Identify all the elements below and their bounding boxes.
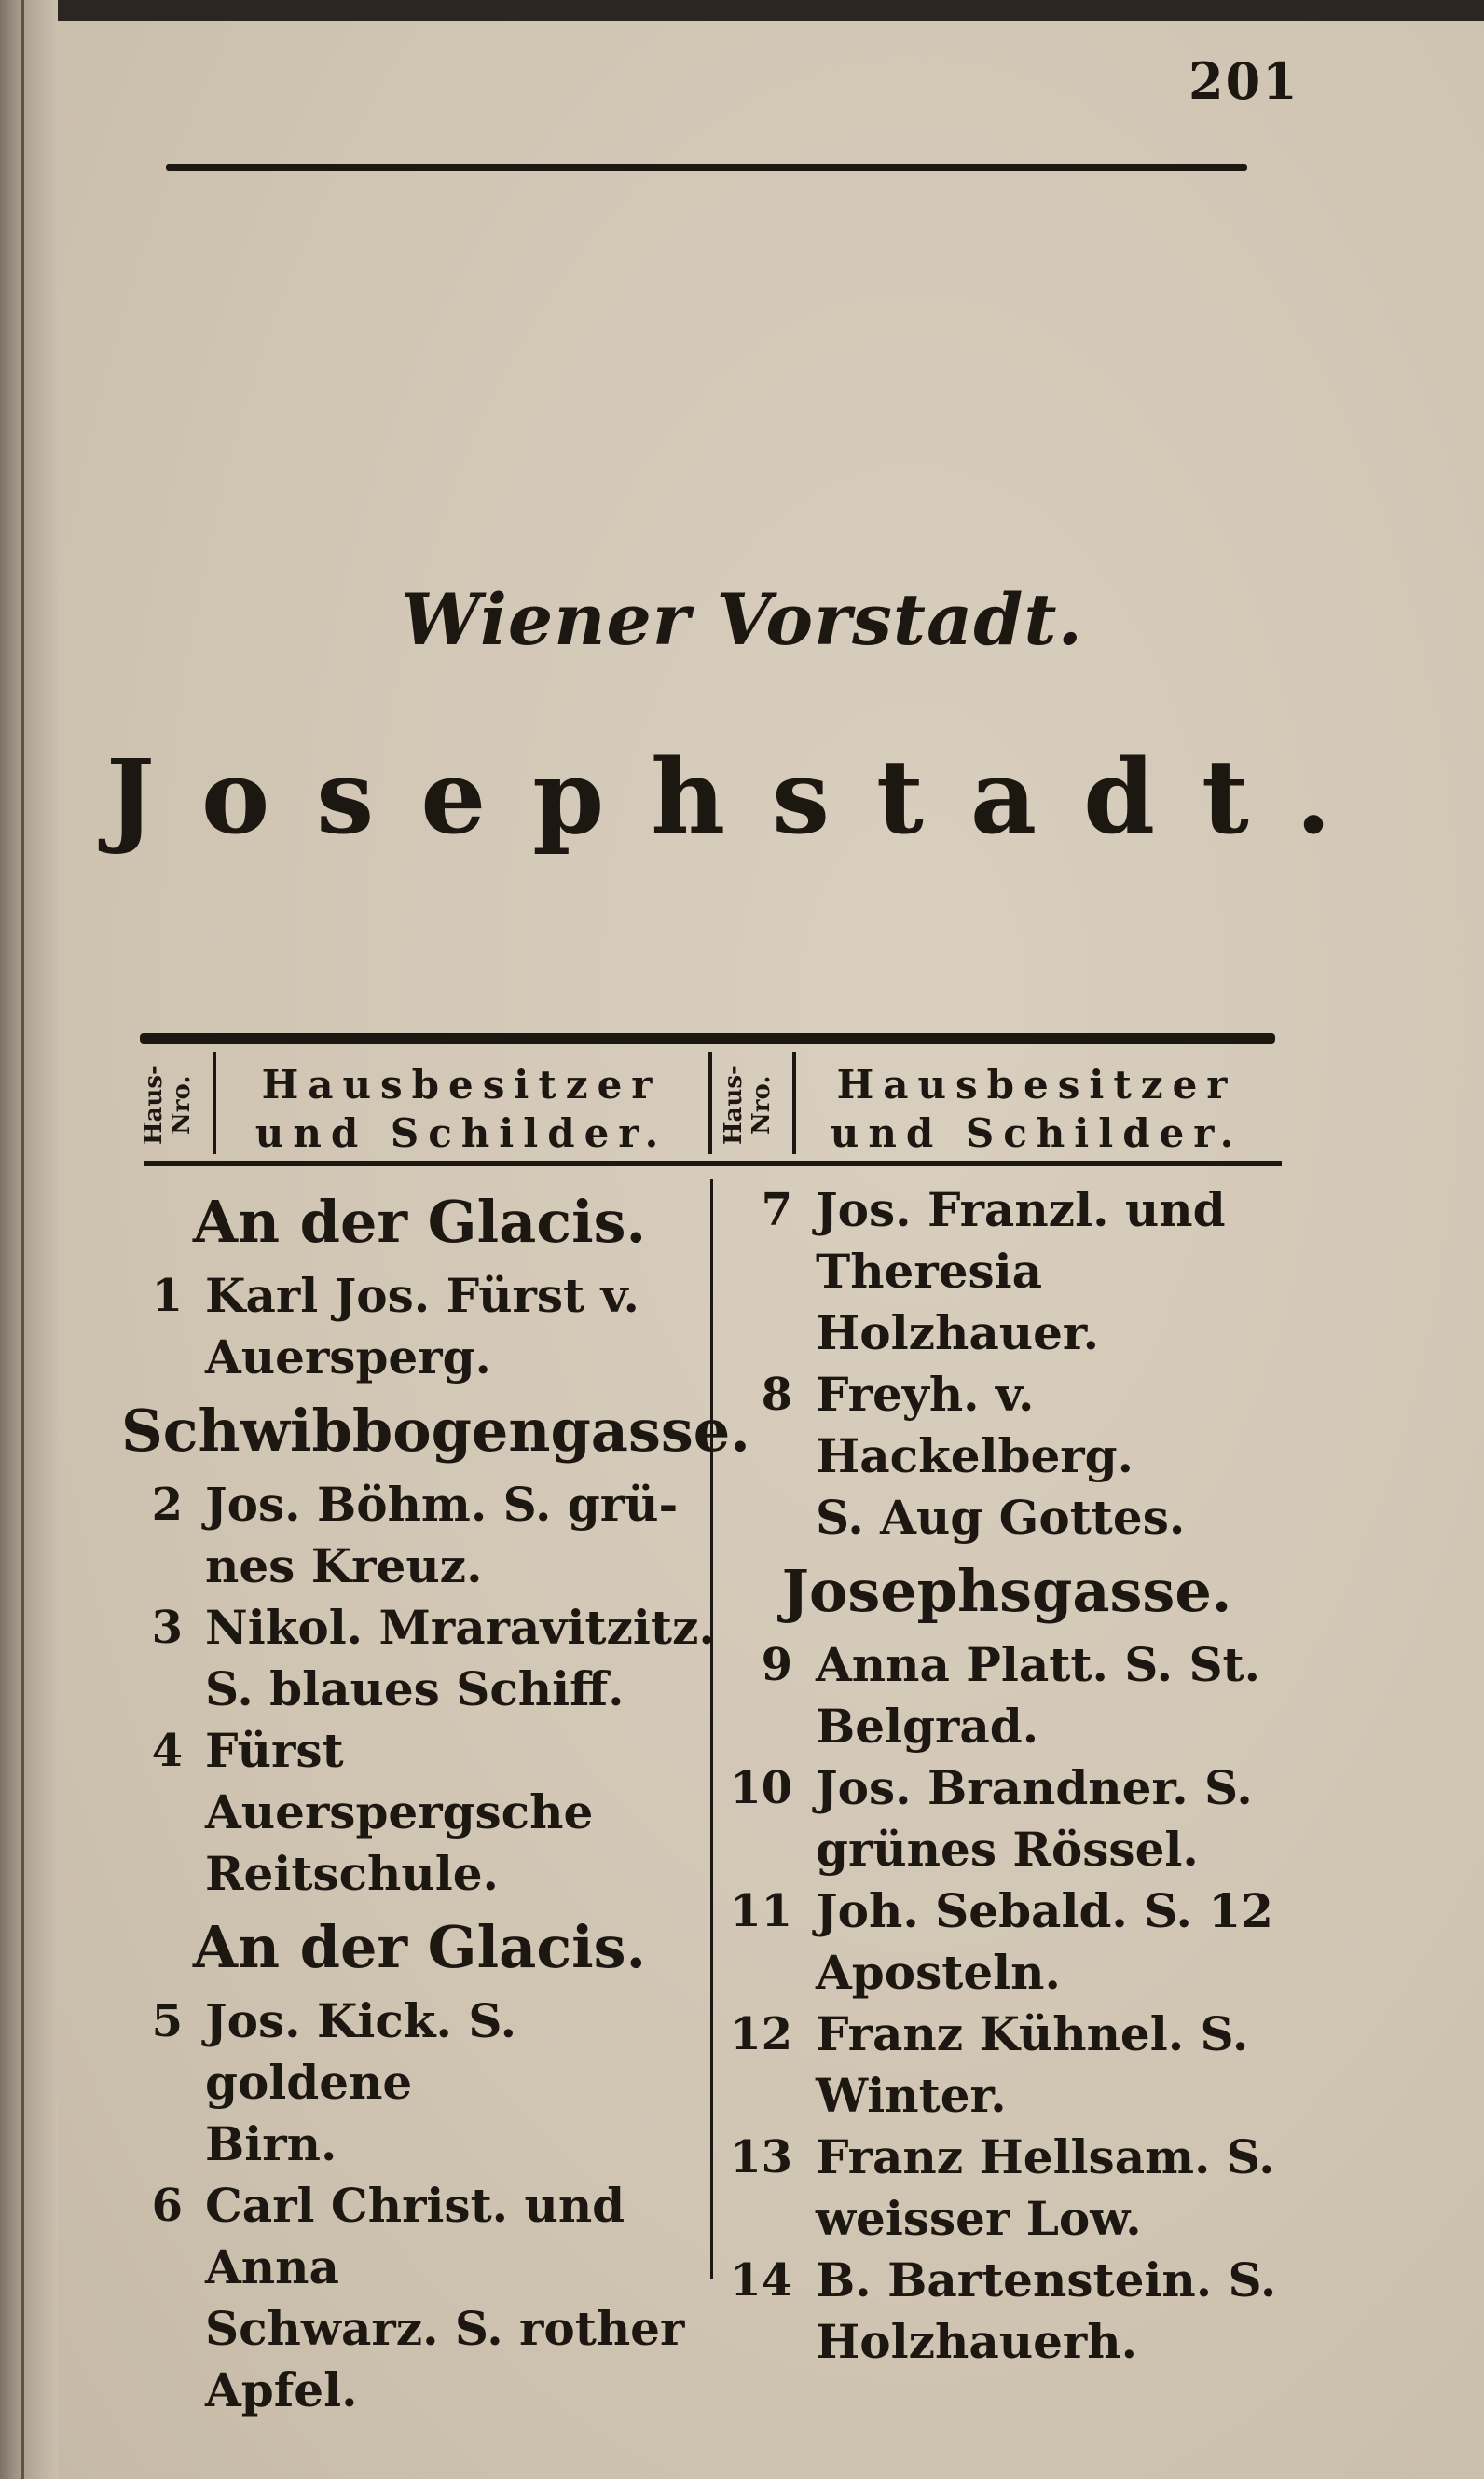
entry-line: Schwarz. S. rother [205, 2301, 685, 2356]
house-number: 4 [151, 1725, 183, 1777]
table-header-bottom-rule [144, 1161, 1282, 1166]
house-number: 8 [761, 1369, 792, 1421]
owners-header-line2: und Schilder. [254, 1110, 668, 1156]
owners-header-line1: Hausbesitzer [836, 1062, 1237, 1108]
book-top-edge [0, 0, 1484, 21]
section [121, 1179, 718, 1388]
list-item [718, 2127, 1296, 2250]
list-item [718, 2250, 1296, 2373]
house-number: 1 [151, 1270, 183, 1322]
entry-line: Franz Kühnel. S. [816, 2006, 1249, 2061]
list-item [718, 1757, 1296, 1880]
list-item [718, 1179, 1296, 1364]
entry-line: Carl Christ. und Anna [205, 2178, 625, 2294]
district-title: Wiener Vorstadt. [401, 578, 1083, 661]
house-number: 6 [151, 2180, 183, 2232]
list-item [718, 1880, 1296, 2004]
entry-line: Auersperg. [205, 1329, 491, 1384]
entry-line: Reitschule. [205, 1846, 499, 1901]
header-rule [166, 164, 1247, 171]
section [121, 1905, 718, 2421]
list-item [121, 1474, 718, 1597]
section [121, 1388, 750, 1905]
entry-line: Franz Hellsam. S. [816, 2129, 1275, 2184]
list-item [121, 1597, 718, 1720]
owners-header-left [224, 1061, 699, 1158]
table-header-top-rule [140, 1033, 1275, 1044]
entry-line: nes Kreuz. [205, 1538, 483, 1593]
header-divider [792, 1052, 796, 1154]
entry-line: Belgrad. [816, 1699, 1039, 1754]
entry-line: Jos. Brandner. S. [816, 1760, 1253, 1815]
section-title: Schwibbogengasse. [121, 1397, 750, 1465]
left-column [121, 1179, 750, 2421]
section [718, 1549, 1296, 2373]
entry-line: grünes Rössel. [816, 1822, 1199, 1877]
suburb-title: Josephstadt. [105, 737, 1379, 857]
house-number: 2 [151, 1479, 183, 1531]
house-number: 9 [761, 1639, 792, 1691]
header-divider [708, 1052, 712, 1154]
entry-line: Anna Platt. S. St. [816, 1637, 1261, 1692]
entry-line: S. Aug Gottes. [816, 1490, 1186, 1545]
house-number: 5 [151, 1995, 183, 2047]
entry-line: Aposteln. [816, 1945, 1061, 2000]
entry-line: weisser Low. [816, 2191, 1142, 2246]
section [718, 1179, 1296, 1549]
house-number: 10 [730, 1762, 792, 1814]
right-column [718, 1179, 1296, 2373]
house-number: 14 [730, 2254, 792, 2307]
house-number: 11 [730, 1885, 792, 1937]
house-number: 12 [730, 2008, 792, 2060]
list-item [121, 2175, 718, 2421]
list-item [121, 1990, 718, 2175]
entry-line: B. Bartenstein. S. [816, 2252, 1277, 2307]
entry-line: Karl Jos. Fürst v. [205, 1268, 639, 1323]
list-item [718, 1364, 1296, 1549]
house-number-header-left: Haus-Nro. [140, 1065, 196, 1145]
entry-line: Freyh. v. Hackelberg. [816, 1367, 1134, 1483]
header-divider [213, 1052, 216, 1154]
list-item [121, 1720, 718, 1905]
list-item [121, 1265, 718, 1388]
owners-header-line2: und Schilder. [830, 1110, 1244, 1156]
entry-line: Jos. Franzl. und [816, 1182, 1226, 1237]
entry-line: Holzhauerh. [816, 2314, 1137, 2369]
owners-header-line1: Hausbesitzer [261, 1062, 662, 1108]
house-number: 13 [730, 2131, 792, 2183]
entry-line: Birn. [205, 2116, 337, 2171]
entry-line: S. blaues Schiff. [205, 1661, 625, 1716]
entry-line: Fürst Auerspergsche [205, 1723, 594, 1839]
entry-line: Theresia Holzhauer. [816, 1244, 1100, 1360]
section-title: An der Glacis. [192, 1913, 647, 1981]
owners-header-right [804, 1061, 1270, 1158]
page-number: 201 [1189, 51, 1299, 111]
book-binding [0, 0, 58, 2479]
binding-edge [21, 0, 24, 2479]
entry-line: Winter. [816, 2068, 1007, 2123]
entry-line: Apfel. [205, 2362, 358, 2417]
entry-line: Jos. Böhm. S. grü- [205, 1477, 679, 1532]
entry-line: Joh. Sebald. S. 12 [816, 1883, 1273, 1938]
house-number: 3 [151, 1602, 183, 1654]
list-item [718, 1634, 1296, 1757]
section-title: Josephsgasse. [781, 1557, 1232, 1625]
section-title: An der Glacis. [192, 1188, 647, 1256]
house-number-header-right: Haus-Nro. [720, 1065, 776, 1145]
list-item [718, 2004, 1296, 2127]
house-number: 7 [761, 1184, 792, 1236]
entry-line: Jos. Kick. S. goldene [205, 1993, 517, 2110]
entry-line: Nikol. Mraravitzitz. [205, 1600, 715, 1655]
